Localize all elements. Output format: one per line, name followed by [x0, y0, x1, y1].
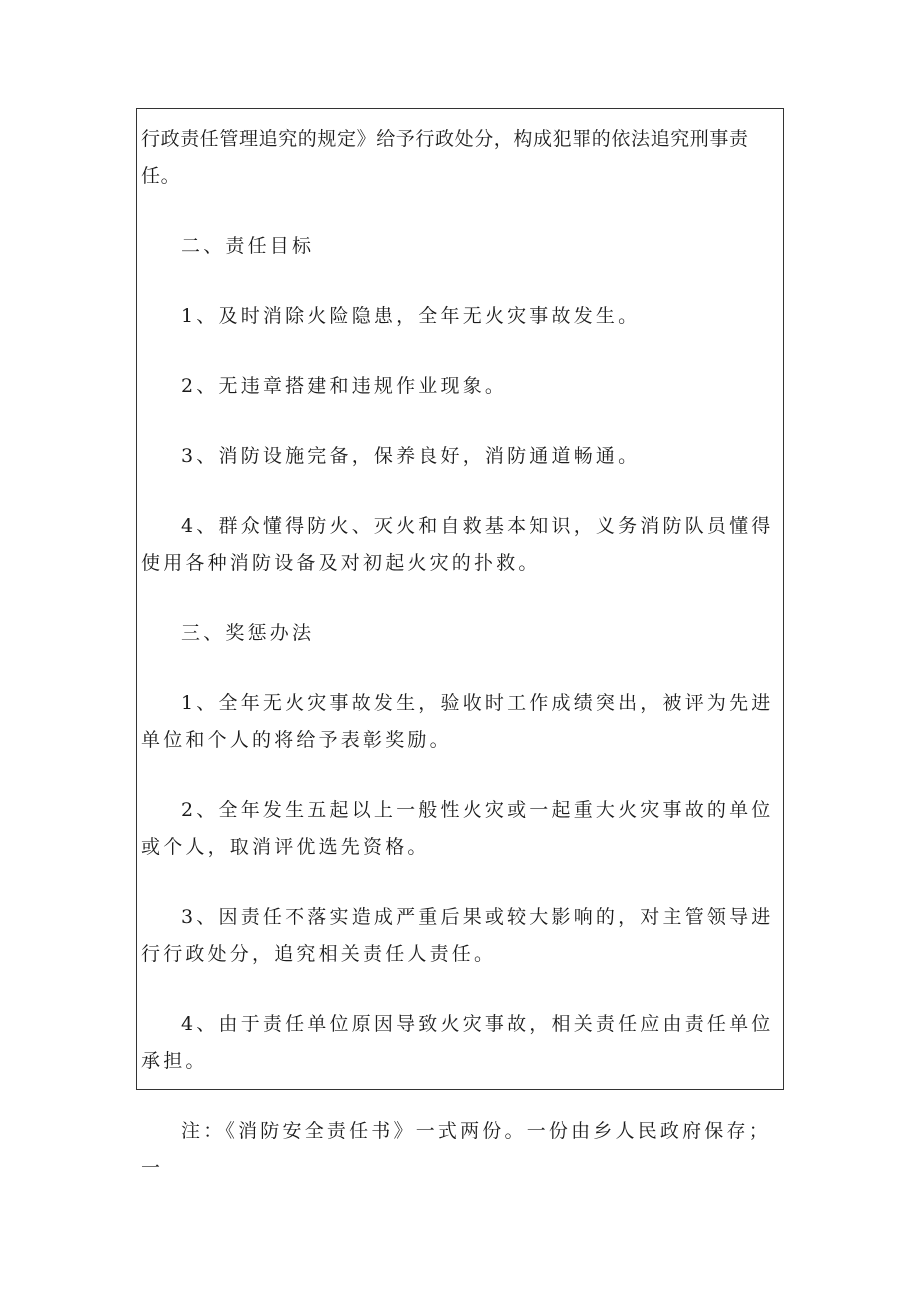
document-body	[141, 121, 783, 1187]
note-paragraph: 注：《消防安全责任书》一式两份。一份由乡人民政府保存；一	[141, 1120, 771, 1179]
reward-item-3: 3、因责任不落实造成严重后果或较大影响的，对主管领导进行行政处分，追究相关责任人责任。	[141, 906, 774, 965]
section-heading-rewards-penalties: 三、奖惩办法	[181, 622, 315, 644]
paragraph-continuation: 行政责任管理追究的规定》给予行政处分，构成犯罪的依法追究刑事责任。	[141, 128, 749, 187]
section-heading-responsibility-goals: 二、责任目标	[181, 235, 315, 257]
document-frame	[136, 108, 784, 1179]
reward-item-2: 2、全年发生五起以上一般性火灾或一起重大火灾事故的单位或个人，取消评优选先资格。	[141, 799, 774, 858]
goal-item-2: 2、无违章搭建和违规作业现象。	[181, 375, 508, 397]
goal-item-4: 4、群众懂得防火、灭火和自救基本知识，义务消防队员懂得使用各种消防设备及对初起火灾的扑救。	[141, 515, 774, 574]
goal-item-3: 3、消防设施完备，保养良好，消防通道畅通。	[181, 445, 641, 467]
reward-item-1: 1、全年无火灾事故发生，验收时工作成绩突出，被评为先进单位和个人的将给予表彰奖励。	[141, 692, 774, 751]
reward-item-4: 4、由于责任单位原因导致火灾事故，相关责任应由责任单位承担。	[141, 1013, 774, 1072]
goal-item-1: 1、及时消除火险隐患，全年无火灾事故发生。	[181, 305, 641, 327]
